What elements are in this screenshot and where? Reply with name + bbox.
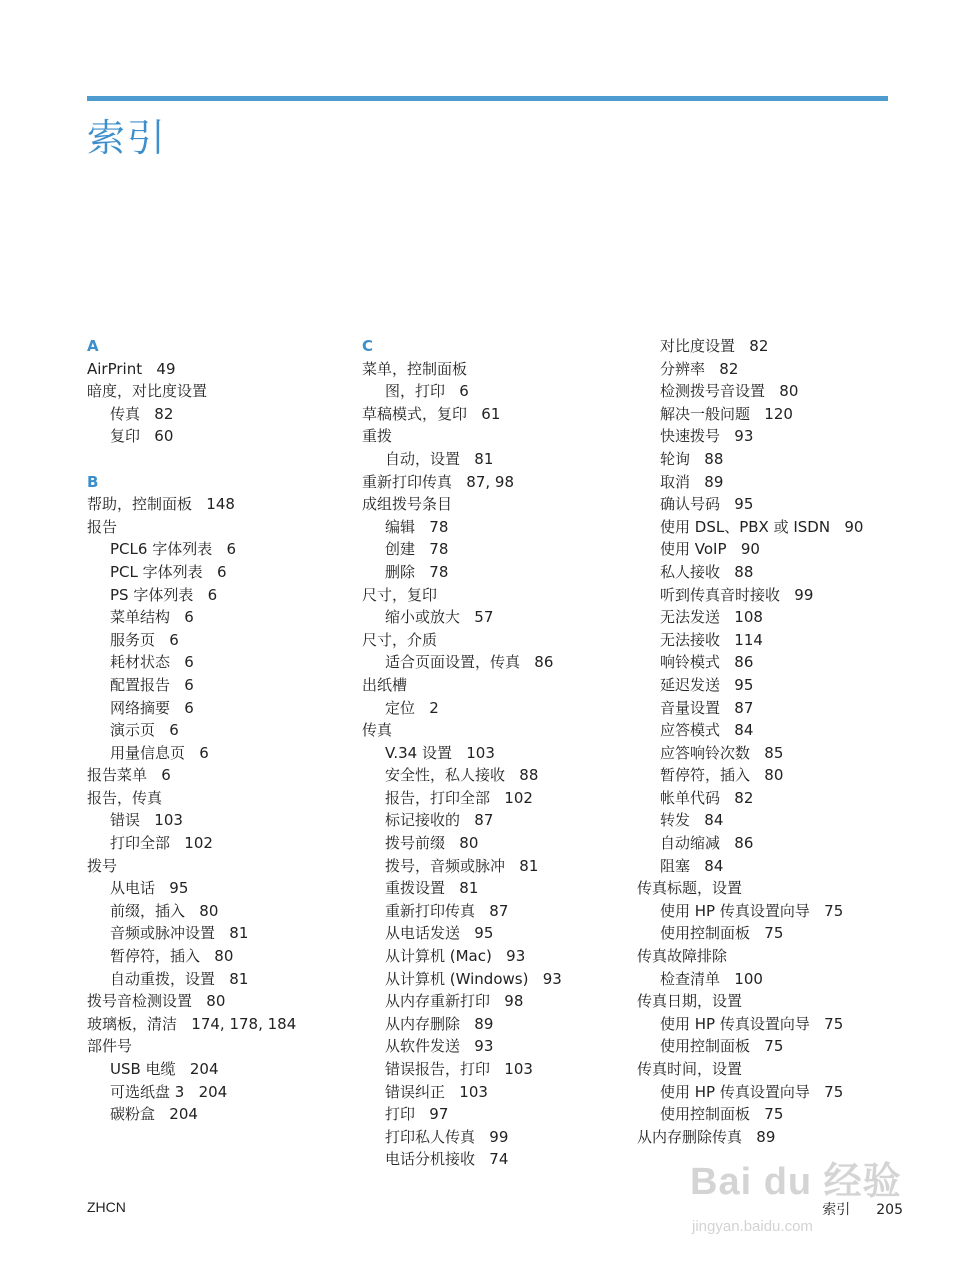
index-entry: 从内存删除传真 89 (637, 1127, 776, 1146)
index-entry: 传真 (362, 721, 393, 740)
index-subentry: 耗材状态 6 (110, 653, 194, 672)
index-entry: 成组拨号条目 (362, 495, 453, 514)
index-subentry: 无法发送 108 (660, 608, 763, 627)
index-subentry: 从电话发送 95 (385, 924, 494, 943)
index-subentry: 自动重拨，设置 81 (110, 969, 249, 988)
section-spacer (87, 448, 357, 471)
index-subentry: 分辨率 82 (660, 359, 739, 378)
index-subentry: 使用 VoIP 90 (660, 540, 760, 559)
watermark-url: jingyan.baidu.com (692, 1218, 813, 1235)
index-entry: 菜单，控制面板 (362, 359, 468, 378)
index-entry: 草稿模式，复印 61 (362, 404, 501, 423)
index-subentry: 暂停符，插入 80 (660, 766, 784, 785)
index-subentry: PCL 字体列表 6 (110, 562, 227, 581)
index-subentry: 从计算机 (Mac) 93 (385, 947, 526, 966)
index-subentry: 网络摘要 6 (110, 698, 194, 717)
index-subentry: 帐单代码 82 (660, 788, 754, 807)
index-subentry: 安全性，私人接收 88 (385, 766, 539, 785)
index-entry: 报告菜单 6 (87, 766, 171, 785)
index-subentry: 暂停符，插入 80 (110, 947, 234, 966)
index-subentry: 重拨设置 81 (385, 879, 479, 898)
index-subentry: 创建 78 (385, 540, 449, 559)
page-title: 索引 (87, 116, 168, 160)
index-subentry: 响铃模式 86 (660, 653, 754, 672)
index-subentry: 标记接收的 87 (385, 811, 494, 830)
index-subentry: 音频或脉冲设置 81 (110, 924, 249, 943)
index-subentry: 使用控制面板 75 (660, 1105, 784, 1124)
index-subentry: 从计算机 (Windows) 93 (385, 969, 562, 988)
index-entry: 出纸槽 (362, 675, 408, 694)
index-subentry: 可选纸盘 3 204 (110, 1082, 228, 1101)
index-entry: 重新打印传真 87, 98 (362, 472, 515, 491)
index-subentry: 应答模式 84 (660, 721, 754, 740)
index-subentry: 定位 2 (385, 698, 439, 717)
index-entry: 拨号音检测设置 80 (87, 992, 226, 1011)
index-subentry: 删除 78 (385, 562, 449, 581)
watermark (690, 1150, 905, 1245)
index-subentry: 打印私人传真 99 (385, 1127, 509, 1146)
index-subentry: 从内存重新打印 98 (385, 992, 524, 1011)
index-subentry: 检测拨号音设置 80 (660, 382, 799, 401)
index-subentry: 复印 60 (110, 427, 174, 446)
index-entry: 拨号 (87, 856, 118, 875)
index-entry: 暗度，对比度设置 (87, 382, 208, 401)
index-subentry: 无法接收 114 (660, 630, 763, 649)
index-entry: 尺寸，复印 (362, 585, 438, 604)
index-subentry: 检查清单 100 (660, 969, 763, 988)
index-column-3 (637, 335, 907, 1148)
index-subentry: 重新打印传真 87 (385, 901, 509, 920)
index-subentry: 用量信息页 6 (110, 743, 209, 762)
index-subentry: 碳粉盒 204 (110, 1105, 198, 1124)
index-entry: 报告 (87, 517, 118, 536)
index-entry: 尺寸，介质 (362, 630, 438, 649)
index-subentry: 从电话 95 (110, 879, 189, 898)
index-subentry: 打印全部 102 (110, 834, 213, 853)
index-subentry: 错误 103 (110, 811, 183, 830)
index-subentry: 电话分机接收 74 (385, 1150, 509, 1169)
index-subentry: 传真 82 (110, 404, 174, 423)
index-subentry: 使用控制面板 75 (660, 1037, 784, 1056)
index-subentry: 自动缩减 86 (660, 834, 754, 853)
index-subentry: 音量设置 87 (660, 698, 754, 717)
index-subentry: 拨号，音频或脉冲 81 (385, 856, 539, 875)
index-entry: 玻璃板，清洁 174, 178, 184 (87, 1014, 297, 1033)
index-entry: 传真标题，设置 (637, 879, 743, 898)
index-subentry: 使用 HP 传真设置向导 75 (660, 901, 844, 920)
index-subentry: 演示页 6 (110, 721, 179, 740)
index-subentry: 延迟发送 95 (660, 675, 754, 694)
index-subentry: 轮询 88 (660, 449, 724, 468)
index-subentry: 取消 89 (660, 472, 724, 491)
index-subentry: 报告，打印全部 102 (385, 788, 533, 807)
index-subentry: 使用 HP 传真设置向导 75 (660, 1014, 844, 1033)
index-subentry: 配置报告 6 (110, 675, 194, 694)
index-subentry: 应答响铃次数 85 (660, 743, 784, 762)
index-letter-heading: C (362, 337, 374, 355)
index-entry: 传真日期，设置 (637, 992, 743, 1011)
header-rule (87, 96, 888, 101)
index-subentry: 对比度设置 82 (660, 337, 769, 355)
index-subentry: V.34 设置 103 (385, 743, 495, 762)
index-column-1 (87, 335, 357, 1126)
index-subentry: 缩小或放大 57 (385, 608, 494, 627)
index-subentry: 阻塞 84 (660, 856, 724, 875)
index-entry: 部件号 (87, 1037, 133, 1056)
index-subentry: 解决一般问题 120 (660, 404, 793, 423)
index-subentry: 自动，设置 81 (385, 449, 494, 468)
index-subentry: USB 电缆 204 (110, 1060, 219, 1078)
index-subentry: 错误报告，打印 103 (385, 1060, 533, 1078)
index-entry: 重拨 (362, 427, 393, 446)
index-subentry: PCL6 字体列表 6 (110, 540, 237, 559)
index-subentry: 服务页 6 (110, 630, 179, 649)
index-subentry: 转发 84 (660, 811, 724, 830)
index-subentry: 从软件发送 93 (385, 1037, 494, 1056)
index-subentry: 打印 97 (385, 1105, 449, 1124)
index-subentry: 图，打印 6 (385, 382, 469, 401)
index-subentry: 使用控制面板 75 (660, 924, 784, 943)
index-column-2 (362, 335, 632, 1171)
index-subentry: 快速拨号 93 (660, 427, 754, 446)
footer-section: 索引 (822, 1202, 851, 1218)
index-subentry: 拨号前缀 80 (385, 834, 479, 853)
watermark-logo: Bai du 经验 (690, 1161, 902, 1203)
index-subentry: 确认号码 95 (660, 495, 754, 514)
index-subentry: 听到传真音时接收 99 (660, 585, 814, 604)
index-entry: 传真故障排除 (637, 947, 728, 966)
index-letter-heading: A (87, 337, 99, 355)
index-subentry: 私人接收 88 (660, 562, 754, 581)
index-entry: 传真时间，设置 (637, 1060, 743, 1078)
index-subentry: PS 字体列表 6 (110, 585, 218, 604)
index-letter-heading: B (87, 472, 99, 491)
index-entry: 报告，传真 (87, 788, 163, 807)
index-subentry: 编辑 78 (385, 517, 449, 536)
footer-language-code: ZHCN (87, 1199, 126, 1215)
page-number: 205 (876, 1202, 903, 1218)
index-subentry: 使用 DSL、PBX 或 ISDN 90 (660, 517, 864, 536)
index-subentry: 从内存删除 89 (385, 1014, 494, 1033)
index-subentry: 菜单结构 6 (110, 608, 194, 627)
index-subentry: 错误纠正 103 (385, 1082, 488, 1101)
index-subentry: 前缀，插入 80 (110, 901, 219, 920)
index-entry: AirPrint 49 (87, 359, 176, 378)
index-subentry: 使用 HP 传真设置向导 75 (660, 1082, 844, 1101)
index-subentry: 适合页面设置，传真 86 (385, 653, 554, 672)
index-entry: 帮助，控制面板 148 (87, 495, 235, 514)
